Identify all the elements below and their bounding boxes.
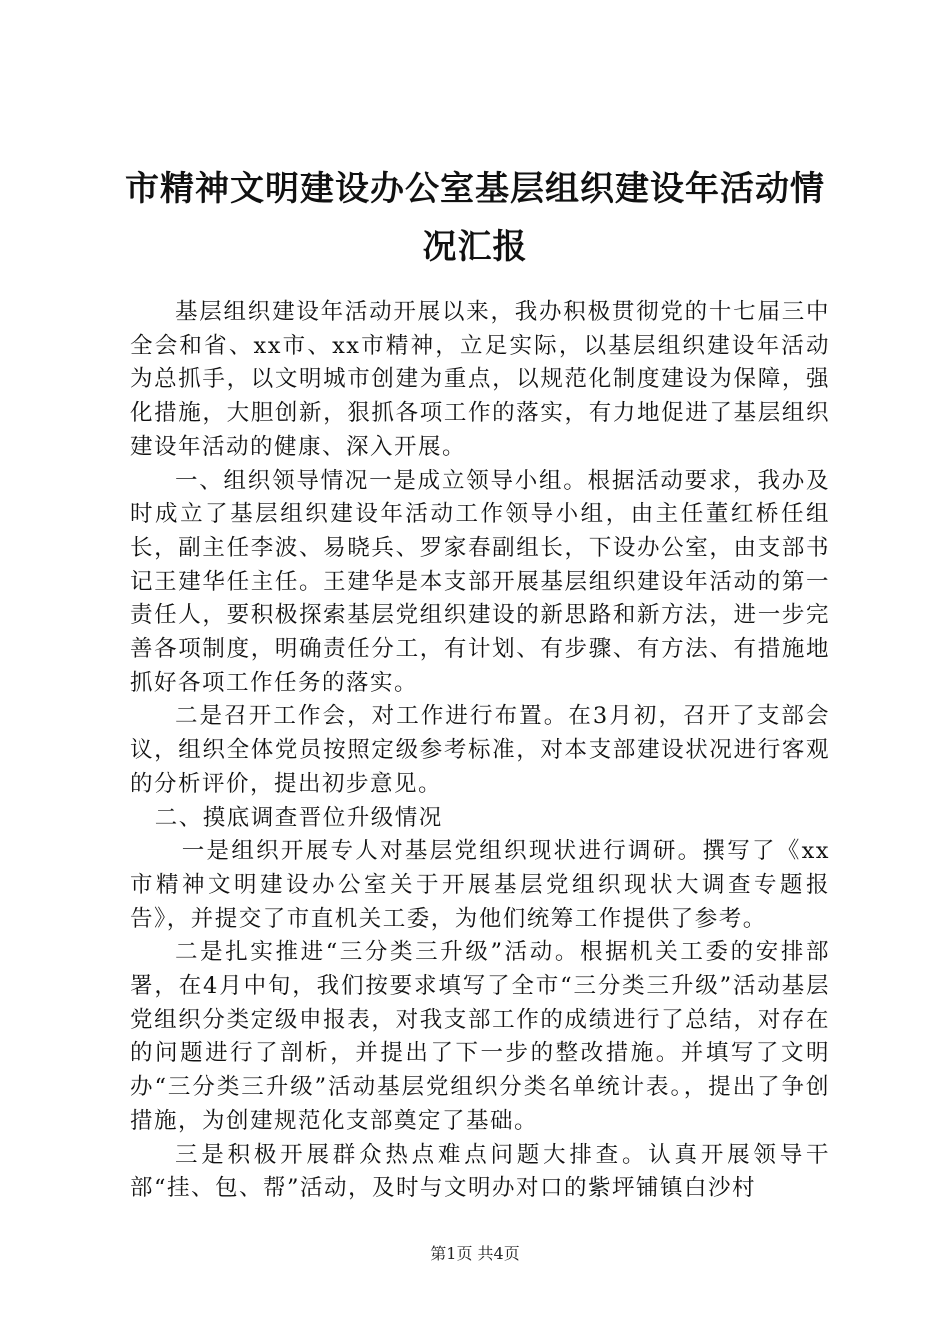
document-title: 市精神文明建设办公室基层组织建设年活动情况汇报 [125, 169, 825, 267]
section-heading-survey: 二、摸底调查晋位升级情况 [154, 804, 443, 831]
document-body [130, 296, 830, 1206]
page-footer: 第1页 共4页 [430, 1244, 520, 1263]
paragraph-hotspot-survey: 三是积极开展群众热点难点问题大排查。认真开展领导干部“挂、包、帮”活动，及时与文明办对口的紫坪铺镇白沙村 [130, 1141, 830, 1202]
paragraph-work-meeting: 二是召开工作会，对工作进行布置。在3月初，召开了支部会议，组织全体党员按照定级参考标准，对本支部建设状况进行客观的分析评价，提出初步意见。 [130, 703, 830, 797]
paragraph-research: 一是组织开展专人对基层党组织现状进行调研。撰写了《xx市精神文明建设办公室关于开展基层党组织现状大调查专题报告》，并提交了市直机关工委，为他们统筹工作提供了参考。 [130, 838, 830, 932]
paragraph-organization-leadership: 一、组织领导情况一是成立领导小组。根据活动要求，我办及时成立了基层组织建设年活动工作领导小组，由主任董红桥任组长，副主任李波、易晓兵、罗家春副组长，下设办公室，由支部书记王建华任主任。王建华是本支部开展基层组织建设年活动的第一责任人，要积极探索基层党组织建设的新思路和新方法，进一步完善各项制度，明确责任分工，有计划、有步骤、有方法、有措施地抓好各项工作任务的落实。 [130, 467, 830, 696]
paragraph-three-categories: 二是扎实推进“三分类三升级”活动。根据机关工委的安排部署，在4月中旬，我们按要求填写了全市“三分类三升级”活动基层党组织分类定级申报表，对我支部工作的成绩进行了总结，对存在的问题进行了剖析，并提出了下一步的整改措施。并填写了文明办“三分类三升级”活动基层党组织分类名单统计表。，提出了争创措施，为创建规范化支部奠定了基础。 [130, 939, 830, 1134]
paragraph-intro: 基层组织建设年活动开展以来，我办积极贯彻党的十七届三中全会和省、xx市、xx市精神，立足实际，以基层组织建设年活动为总抓手，以文明城市创建为重点，以规范化制度建设为保障，强化措施，大胆创新，狠抓各项工作的落实，有力地促进了基层组织建设年活动的健康、深入开展。 [130, 299, 830, 460]
